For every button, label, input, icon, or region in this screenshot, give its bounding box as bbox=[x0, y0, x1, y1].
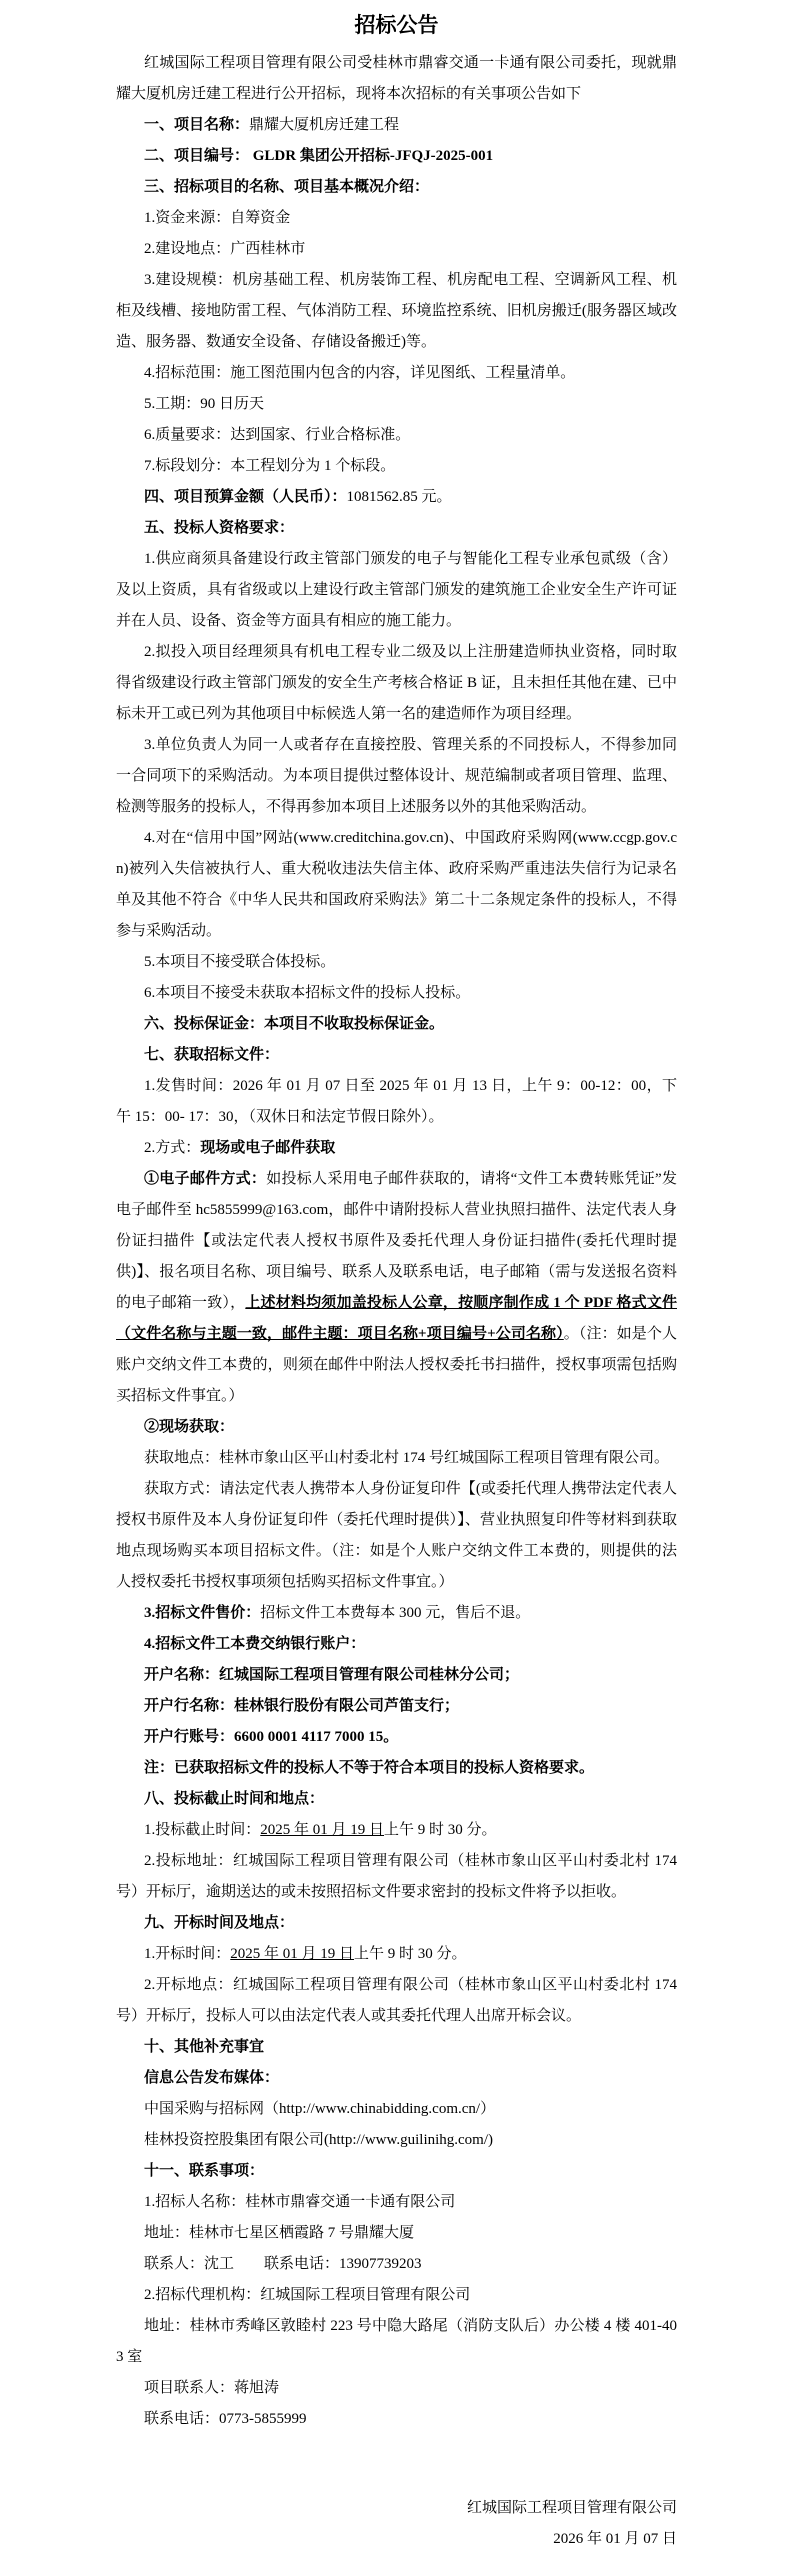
text-segment: 中国采购与招标网（http://www.chinabidding.com.cn/） bbox=[144, 2101, 496, 2117]
text-segment: 1.发售时间：2026 年 01 月 07 日至 2025 年 01 月 13 日，上午 9：00-12：00，下午 15：00- 17：30，（双休日和法定节假日除外）。 bbox=[116, 1078, 677, 1125]
text-segment: 2.方式： bbox=[144, 1140, 201, 1156]
text-segment: 三、招标项目的名称、项目基本概况介绍： bbox=[144, 179, 430, 195]
text-segment: 一、项目名称： bbox=[144, 117, 250, 133]
text-segment: 注：已获取招标文件的投标人不等于符合本项目的投标人资格要求。 bbox=[144, 1760, 595, 1776]
note-qualification bbox=[116, 1753, 677, 1784]
text-segment: 如投标人采用电子邮件获取的，请将“文件工本费转账凭证”发电子邮件至 hc5855999@163.com，邮件中请附投标人营业执照扫描件、法定代表人身份证扫描件【或法定代表人授权书原件及委托代理人身份证扫描件(委托代理时提供)】、报名项目名称、项目编号、联系人及联系电话，电子邮箱（需与发送报名资料的电子邮箱一致）， bbox=[116, 1171, 677, 1311]
bid-address bbox=[116, 1846, 677, 1908]
qualification-5 bbox=[116, 947, 677, 978]
document-title: 招标公告 bbox=[354, 13, 439, 37]
text-segment: 鼎耀大厦机房迁建工程 bbox=[249, 117, 400, 133]
text-segment: 上午 9 时 30 分。 bbox=[354, 1946, 467, 1962]
text-segment: 1.招标人名称：桂林市鼎睿交通一卡通有限公司 bbox=[144, 2194, 456, 2210]
text-segment: 招标文件工本费每本 300 元，售后不退。 bbox=[260, 1605, 531, 1621]
text-segment: 开户名称：红城国际工程项目管理有限公司桂林分公司； bbox=[144, 1667, 520, 1683]
tenderer-address bbox=[116, 2218, 677, 2249]
media-heading bbox=[116, 2063, 677, 2094]
text-segment: 上述材料均须加盖投标人公章，按顺序制作成 1 个 PDF 格式文件（文件名称与主题一致，邮件主题：项目名称+项目编号+公司名称） bbox=[116, 1295, 677, 1342]
agency-phone bbox=[116, 2404, 677, 2435]
onsite-method bbox=[116, 1474, 677, 1598]
text-segment: 红城国际工程项目管理有限公司受桂林市鼎睿交通一卡通有限公司委托，现就鼎耀大厦机房迁建工程进行公开招标，现将本次招标的有关事项公告如下 bbox=[116, 55, 677, 102]
item-tender-scope bbox=[116, 358, 677, 389]
text-segment: ①电子邮件方式： bbox=[144, 1171, 267, 1187]
media-guilinihg bbox=[116, 2125, 677, 2156]
text-segment: 八、投标截止时间和地点： bbox=[144, 1791, 325, 1807]
text-segment: 六、投标保证金：本项目不收取投标保证金。 bbox=[144, 1016, 445, 1032]
text-segment: 2025 年 01 月 19 日 bbox=[230, 1946, 355, 1962]
text-segment: 1.供应商须具备建设行政主管部门颁发的电子与智能化工程专业承包贰级（含）及以上资质，具有省级或以上建设行政主管部门颁发的建筑施工企业安全生产许可证并在人员、设备、资金等方面具有相应的施工能力。 bbox=[116, 551, 677, 629]
section-10-heading bbox=[116, 2032, 677, 2063]
text-segment: 5.工期：90 日历天 bbox=[144, 396, 265, 412]
item-construction-site bbox=[116, 234, 677, 265]
text-segment: 十、其他补充事宜 bbox=[144, 2039, 265, 2055]
agency-contact-person bbox=[116, 2373, 677, 2404]
text-segment: 获取方式：请法定代表人携带本人身份证复印件【(或委托代理人携带法定代表人授权书原件及本人身份证复印件（委托代理时提供）】、营业执照复印件等材料到获取地点现场购买本项目招标文件。（注：如是个人账户交纳文件工本费的，则提供的法人授权委托书授权事项须包括购买招标文件事宜。） bbox=[116, 1481, 677, 1590]
section-11-heading bbox=[116, 2156, 677, 2187]
section-6-deposit bbox=[116, 1009, 677, 1040]
text-segment: 2.投标地址：红城国际工程项目管理有限公司（桂林市象山区平山村委北村 174 号）开标厅，逾期送达的或未按照招标文件要求密封的投标文件将予以拒收。 bbox=[116, 1853, 677, 1900]
signature-date: 2026 年 01 月 07 日 bbox=[553, 2531, 677, 2547]
section-4-budget bbox=[116, 482, 677, 513]
account-number bbox=[116, 1722, 677, 1753]
text-segment: 上午 9 时 30 分。 bbox=[384, 1822, 497, 1838]
text-segment: 6600 0001 4117 7000 15。 bbox=[234, 1729, 399, 1745]
section-1-project-name bbox=[116, 110, 677, 141]
text-segment: 。（注：如是个人账户交纳文件工本费的，则须在邮件中附法人授权委托书扫描件，授权事项需包括购买招标文件事宜。） bbox=[116, 1326, 677, 1404]
bid-deadline bbox=[116, 1815, 677, 1846]
text-segment: 联系电话：0773-5855999 bbox=[144, 2411, 307, 2427]
bank-account-heading bbox=[116, 1629, 677, 1660]
section-8-heading bbox=[116, 1784, 677, 1815]
opening-location bbox=[116, 1970, 677, 2032]
text-segment: 5.本项目不接受联合体投标。 bbox=[144, 954, 336, 970]
item-funding-source bbox=[116, 203, 677, 234]
text-segment: 7.标段划分：本工程划分为 1 个标段。 bbox=[144, 458, 396, 474]
document-body bbox=[116, 48, 677, 2435]
text-segment: 十一、联系事项： bbox=[144, 2163, 265, 2179]
sale-time bbox=[116, 1071, 677, 1133]
intro-paragraph bbox=[116, 48, 677, 110]
qualification-1 bbox=[116, 544, 677, 637]
text-segment: 地址：桂林市秀峰区敦睦村 223 号中隐大路尾（消防支队后）办公楼 4 楼 401-403 室 bbox=[116, 2318, 677, 2365]
text-segment: 1.投标截止时间： bbox=[144, 1822, 261, 1838]
qualification-2 bbox=[116, 637, 677, 730]
tenderer-contact bbox=[116, 2249, 677, 2280]
text-segment: 开户行名称：桂林银行股份有限公司芦笛支行； bbox=[144, 1698, 460, 1714]
account-name bbox=[116, 1660, 677, 1691]
text-segment: 四、项目预算金额（人民币）： bbox=[144, 489, 347, 505]
agency-address bbox=[116, 2311, 677, 2373]
text-segment: 6.本项目不接受未获取本招标文件的投标人投标。 bbox=[144, 985, 471, 1001]
text-segment: 1.开标时间： bbox=[144, 1946, 231, 1962]
text-segment: 4.招标范围：施工图范围内包含的内容，详见图纸、工程量清单。 bbox=[144, 365, 576, 381]
text-segment: 6.质量要求：达到国家、行业合格标准。 bbox=[144, 427, 411, 443]
text-segment: 开户行账号： bbox=[144, 1729, 235, 1745]
signature-block bbox=[116, 2493, 677, 2555]
text-segment: 4.对在“信用中国”网站(www.creditchina.gov.cn)、中国政府采购网(www.ccgp.gov.cn)被列入失信被执行人、重大税收违法失信主体、政府采购严重违法失信行为记录名单及其他不符合《中华人民共和国政府采购法》第二十二条规定条件的投标人，不得参与采购活动。 bbox=[116, 830, 677, 939]
signature-company: 红城国际工程项目管理有限公司 bbox=[466, 2500, 677, 2516]
text-segment: 五、投标人资格要求： bbox=[144, 520, 295, 536]
section-3-heading bbox=[116, 172, 677, 203]
text-segment: 获取地点：桂林市象山区平山村委北村 174 号红城国际工程项目管理有限公司。 bbox=[144, 1450, 670, 1466]
text-segment: 2025 年 01 月 19 日 bbox=[260, 1822, 385, 1838]
item-construction-scale bbox=[116, 265, 677, 358]
text-segment: 联系人：沈工 联系电话：13907739203 bbox=[144, 2256, 422, 2272]
text-segment: 2.建设地点：广西桂林市 bbox=[144, 241, 306, 257]
text-segment: 4.招标文件工本费交纳银行账户： bbox=[144, 1636, 366, 1652]
text-segment: 3.建设规模：机房基础工程、机房装饰工程、机房配电工程、空调新风工程、机柜及线槽、接地防雷工程、气体消防工程、环境监控系统、旧机房搬迁(服务器区域改造、服务器、数通安全设备、存储设备搬迁)等。 bbox=[116, 272, 677, 350]
text-segment: 地址：桂林市七星区栖霞路 7 号鼎耀大厦 bbox=[144, 2225, 415, 2241]
text-segment: 九、开标时间及地点： bbox=[144, 1915, 295, 1931]
section-9-heading bbox=[116, 1908, 677, 1939]
item-duration bbox=[116, 389, 677, 420]
section-7-heading bbox=[116, 1040, 677, 1071]
item-quality bbox=[116, 420, 677, 451]
section-2-project-number bbox=[116, 141, 677, 172]
text-segment: 项目联系人：蒋旭涛 bbox=[144, 2380, 280, 2396]
bank-name bbox=[116, 1691, 677, 1722]
text-segment: 3.单位负责人为同一人或者存在直接控股、管理关系的不同投标人，不得参加同一合同项下的采购活动。为本项目提供过整体设计、规范编制或者项目管理、监理、检测等服务的投标人，不得再参加本项目上述服务以外的其他采购活动。 bbox=[116, 737, 677, 815]
text-segment: 2.开标地点：红城国际工程项目管理有限公司（桂林市象山区平山村委北村 174 号）开标厅，投标人可以由法定代表人或其委托代理人出席开标会议。 bbox=[116, 1977, 677, 2024]
onsite-location bbox=[116, 1443, 677, 1474]
text-segment: 2.招标代理机构：红城国际工程项目管理有限公司 bbox=[144, 2287, 471, 2303]
onsite-method-heading bbox=[116, 1412, 677, 1443]
text-segment: 1081562.85 元。 bbox=[346, 489, 452, 505]
agency-name bbox=[116, 2280, 677, 2311]
qualification-4 bbox=[116, 823, 677, 947]
document-price bbox=[116, 1598, 677, 1629]
text-segment: 1.资金来源：自筹资金 bbox=[144, 210, 291, 226]
media-chinabidding bbox=[116, 2094, 677, 2125]
text-segment: ②现场获取： bbox=[144, 1419, 235, 1435]
text-segment: 3.招标文件售价： bbox=[144, 1605, 261, 1621]
text-segment: 2.拟投入项目经理须具有机电工程专业二级及以上注册建造师执业资格，同时取得省级建设行政主管部门颁发的安全生产考核合格证 B 证，且未担任其他在建、已中标未开工或已列为其他项目中标候选人第一名的建造师作为项目经理。 bbox=[116, 644, 677, 722]
qualification-3 bbox=[116, 730, 677, 823]
obtain-method bbox=[116, 1133, 677, 1164]
text-segment: 信息公告发布媒体： bbox=[144, 2070, 280, 2086]
text-segment: 七、获取招标文件： bbox=[144, 1047, 280, 1063]
qualification-6 bbox=[116, 978, 677, 1009]
item-sections bbox=[116, 451, 677, 482]
email-method bbox=[116, 1164, 677, 1412]
text-segment: 桂林投资控股集团有限公司(http://www.guilinihg.com/) bbox=[144, 2132, 494, 2148]
section-5-heading bbox=[116, 513, 677, 544]
tenderer-name bbox=[116, 2187, 677, 2218]
text-segment: 现场或电子邮件获取 bbox=[200, 1140, 336, 1156]
opening-time bbox=[116, 1939, 677, 1970]
text-segment: 二、项目编号： GLDR 集团公开招标-JFQJ-2025-001 bbox=[144, 148, 494, 164]
